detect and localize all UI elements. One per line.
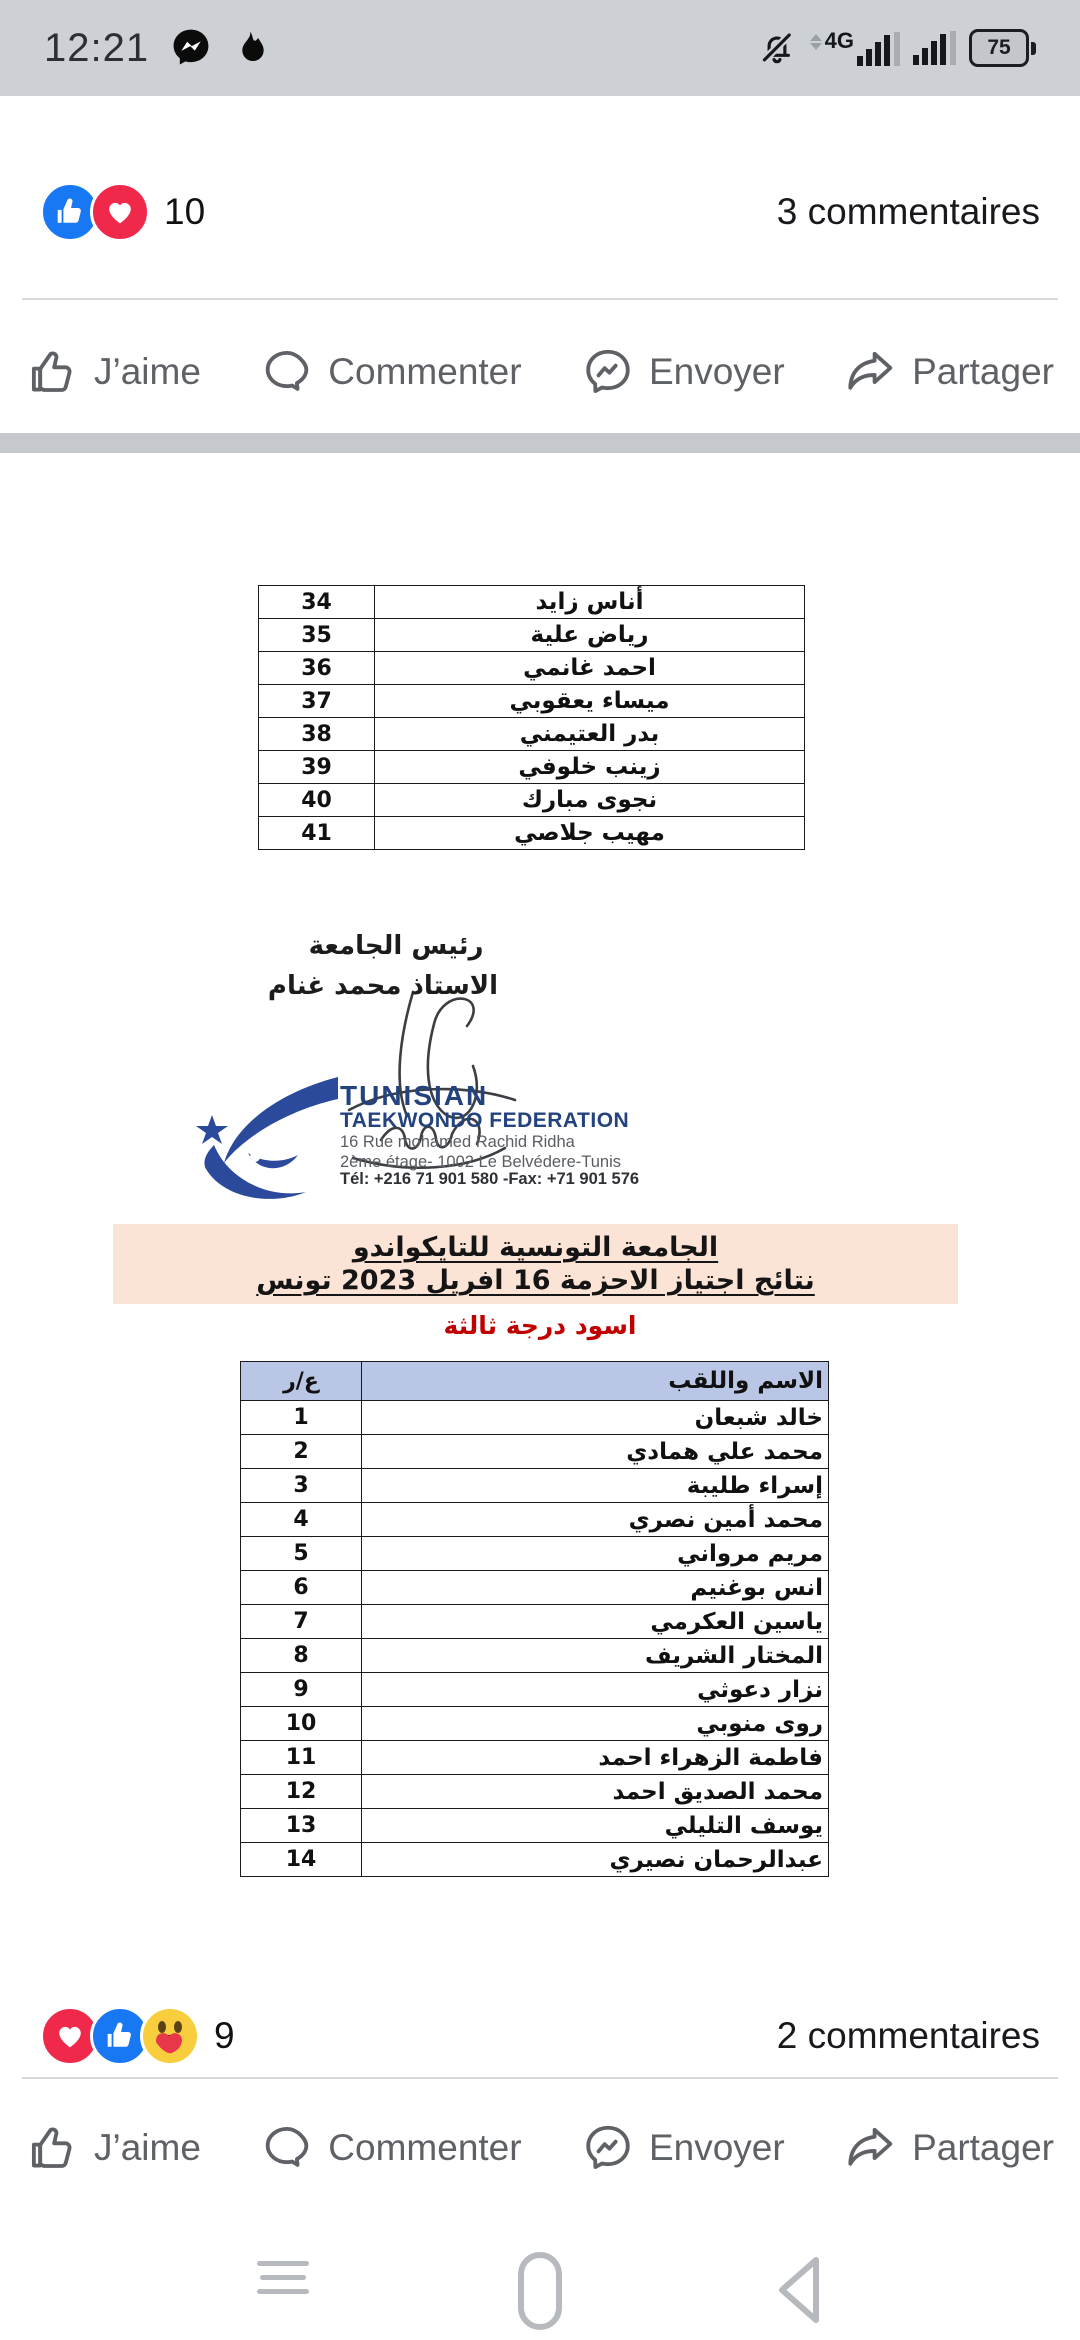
federation-logo-text — [340, 1081, 640, 1188]
row-number-cell: 40 — [259, 784, 375, 817]
table-row — [241, 1401, 829, 1435]
taekwondo-federation-logo-swoosh — [192, 1073, 340, 1211]
share-button[interactable] — [844, 345, 1054, 399]
number-column-header: ع/ر — [241, 1362, 362, 1401]
athlete-name-cell: فاطمة الزهراء احمد — [362, 1741, 829, 1775]
results-title-ar: نتائج اجتياز الاحزمة 16 افريل 2023 تونس — [256, 1265, 815, 1296]
table-row — [259, 751, 805, 784]
athlete-name-cell: زينب خلوفي — [375, 751, 805, 784]
data-activity-icon — [810, 34, 822, 50]
post1-engagement-row — [0, 176, 1080, 248]
section-separator — [0, 433, 1080, 453]
row-number-cell: 14 — [241, 1843, 362, 1877]
athlete-name-cell: محمد الصديق احمد — [362, 1775, 829, 1809]
results-table-main — [240, 1361, 829, 1877]
athlete-name-cell: المختار الشريف — [362, 1639, 829, 1673]
signal-bars-icon — [913, 31, 957, 65]
row-number-cell: 3 — [241, 1469, 362, 1503]
athlete-name-cell: ميساء يعقوبي — [375, 685, 805, 718]
table-row — [259, 718, 805, 751]
divider — [22, 2077, 1058, 2079]
row-number-cell: 4 — [241, 1503, 362, 1537]
row-number-cell: 37 — [259, 685, 375, 718]
comment-bubble-icon — [260, 2121, 314, 2175]
post-photo[interactable] — [0, 453, 1080, 1985]
table-row — [241, 1503, 829, 1537]
table-row — [241, 1469, 829, 1503]
row-number-cell: 9 — [241, 1673, 362, 1707]
back-triangle-icon — [770, 2252, 830, 2328]
table-row — [259, 652, 805, 685]
recents-menu-button[interactable] — [257, 2252, 309, 2303]
row-number-cell: 11 — [241, 1741, 362, 1775]
athlete-name-cell: نزار دعوثي — [362, 1673, 829, 1707]
athlete-name-cell: مهيب جلاصي — [375, 817, 805, 850]
row-number-cell: 12 — [241, 1775, 362, 1809]
status-bar — [0, 0, 1080, 96]
row-number-cell: 38 — [259, 718, 375, 751]
back-button[interactable] — [770, 2252, 830, 2331]
send-label: Envoyer — [648, 2126, 785, 2168]
clock: 12:21 — [44, 25, 150, 70]
table-row — [259, 586, 805, 619]
logo-subtitle: TAEKWONDO FEDERATION — [340, 1109, 630, 1133]
share-button[interactable] — [844, 2121, 1054, 2175]
like-label: J’aime — [94, 2126, 201, 2168]
results-table-top — [258, 585, 805, 850]
table-row — [259, 817, 805, 850]
signature-title: رئيس الجامعة — [308, 931, 484, 961]
logo-address-line2: 2ème étage- 1002 Le Belvédere-Tunis — [340, 1152, 621, 1171]
battery-nub-icon — [1031, 42, 1036, 55]
table-row — [241, 1741, 829, 1775]
athlete-name-cell: خالد شبعان — [362, 1401, 829, 1435]
comment-label: Commenter — [328, 2126, 522, 2168]
athlete-name-cell: روى منوبي — [362, 1707, 829, 1741]
table-row — [241, 1537, 829, 1571]
signal-bars-icon — [857, 32, 901, 66]
table-row — [241, 1707, 829, 1741]
messenger-icon — [581, 345, 635, 399]
table-row — [259, 784, 805, 817]
table-row — [241, 1639, 829, 1673]
logo-address-line1: 16 Rue mohamed Rachid Ridha — [340, 1133, 575, 1152]
table-row — [241, 1605, 829, 1639]
athlete-name-cell: يوسف التليلي — [362, 1809, 829, 1843]
reaction-count: 10 — [164, 191, 206, 232]
row-number-cell: 10 — [241, 1707, 362, 1741]
table-row — [241, 1843, 829, 1877]
system-navigation-bar — [0, 2238, 1080, 2340]
share-arrow-icon — [844, 2121, 898, 2175]
reactions-summary[interactable] — [40, 182, 205, 242]
logo-phone-line: Tél: +216 71 901 580 -Fax: +71 901 576 — [340, 1170, 640, 1189]
row-number-cell: 2 — [241, 1435, 362, 1469]
row-number-cell: 35 — [259, 619, 375, 652]
row-number-cell: 5 — [241, 1537, 362, 1571]
battery-indicator — [969, 29, 1036, 67]
network-type-label: 4G — [824, 28, 854, 53]
send-label: Envoyer — [648, 351, 785, 392]
like-label: J’aime — [94, 351, 201, 392]
row-number-cell: 34 — [259, 586, 375, 619]
messenger-icon — [581, 2121, 635, 2175]
athlete-name-cell: عبدالرحمان نصيري — [362, 1843, 829, 1877]
divider — [22, 298, 1058, 300]
comment-label: Commenter — [328, 351, 522, 392]
table-row — [241, 1673, 829, 1707]
grade-heading: اسود درجة ثالثة — [443, 1311, 637, 1340]
table-row — [259, 619, 805, 652]
athlete-name-cell: انس بوغنيم — [362, 1571, 829, 1605]
comment-bubble-icon — [260, 345, 314, 399]
row-number-cell: 39 — [259, 751, 375, 784]
post2-engagement-row — [0, 2000, 1080, 2072]
thumbs-up-icon — [26, 345, 80, 399]
table-row — [241, 1775, 829, 1809]
table-header-row — [241, 1362, 829, 1401]
signatory-name: الاستاذ محمد غنام — [267, 971, 499, 1001]
flame-icon — [233, 26, 273, 70]
post1-action-bar — [0, 312, 1080, 432]
like-button[interactable] — [26, 345, 201, 399]
document-title-banner — [113, 1224, 958, 1304]
athlete-name-cell: إسراء طليبة — [362, 1469, 829, 1503]
share-arrow-icon — [844, 345, 898, 399]
athlete-name-cell: احمد غانمي — [375, 652, 805, 685]
logo-title: TUNISIAN — [340, 1080, 489, 1111]
athlete-name-cell: أناس زايد — [375, 586, 805, 619]
row-number-cell: 7 — [241, 1605, 362, 1639]
federation-title-ar: الجامعة التونسية للتايكواندو — [352, 1232, 719, 1263]
table-row — [241, 1435, 829, 1469]
sim1-signal — [810, 30, 901, 66]
table-row — [259, 685, 805, 718]
bell-muted-icon — [756, 27, 798, 69]
row-number-cell: 6 — [241, 1571, 362, 1605]
row-number-cell: 13 — [241, 1809, 362, 1843]
love-reaction-icon — [90, 182, 150, 242]
comments-count-link[interactable]: 2 commentaires — [776, 2015, 1040, 2056]
battery-level: 75 — [969, 29, 1029, 67]
row-number-cell: 41 — [259, 817, 375, 850]
athlete-name-cell: محمد أمين نصري — [362, 1503, 829, 1537]
table-row — [241, 1809, 829, 1843]
home-pill-icon — [518, 2252, 562, 2330]
reaction-count: 9 — [214, 2015, 235, 2056]
share-label: Partager — [912, 351, 1054, 392]
sim2-signal — [913, 31, 957, 65]
post2-action-bar — [0, 2090, 1080, 2205]
send-button[interactable] — [581, 2121, 785, 2175]
row-number-cell: 8 — [241, 1639, 362, 1673]
send-button[interactable] — [581, 345, 785, 399]
care-reaction-icon — [140, 2006, 200, 2066]
athlete-name-cell: رياض علية — [375, 619, 805, 652]
share-label: Partager — [912, 2126, 1054, 2168]
comment-button[interactable] — [260, 2121, 521, 2175]
athlete-name-cell: بدر العتيمني — [375, 718, 805, 751]
row-number-cell: 36 — [259, 652, 375, 685]
athlete-name-cell: مريم مرواني — [362, 1537, 829, 1571]
athlete-name-cell: نجوى مبارك — [375, 784, 805, 817]
athlete-name-cell: ياسين العكرمي — [362, 1605, 829, 1639]
athlete-name-cell: محمد علي همادي — [362, 1435, 829, 1469]
name-column-header: الاسم واللقب — [362, 1362, 829, 1401]
table-row — [241, 1571, 829, 1605]
like-button[interactable] — [26, 2121, 201, 2175]
comment-button[interactable] — [260, 345, 521, 399]
messenger-notification-icon — [169, 26, 213, 70]
thumbs-up-icon — [26, 2121, 80, 2175]
reactions-summary[interactable] — [40, 2006, 235, 2066]
comments-count-link[interactable]: 3 commentaires — [776, 191, 1040, 232]
home-button[interactable] — [518, 2252, 562, 2330]
row-number-cell: 1 — [241, 1401, 362, 1435]
